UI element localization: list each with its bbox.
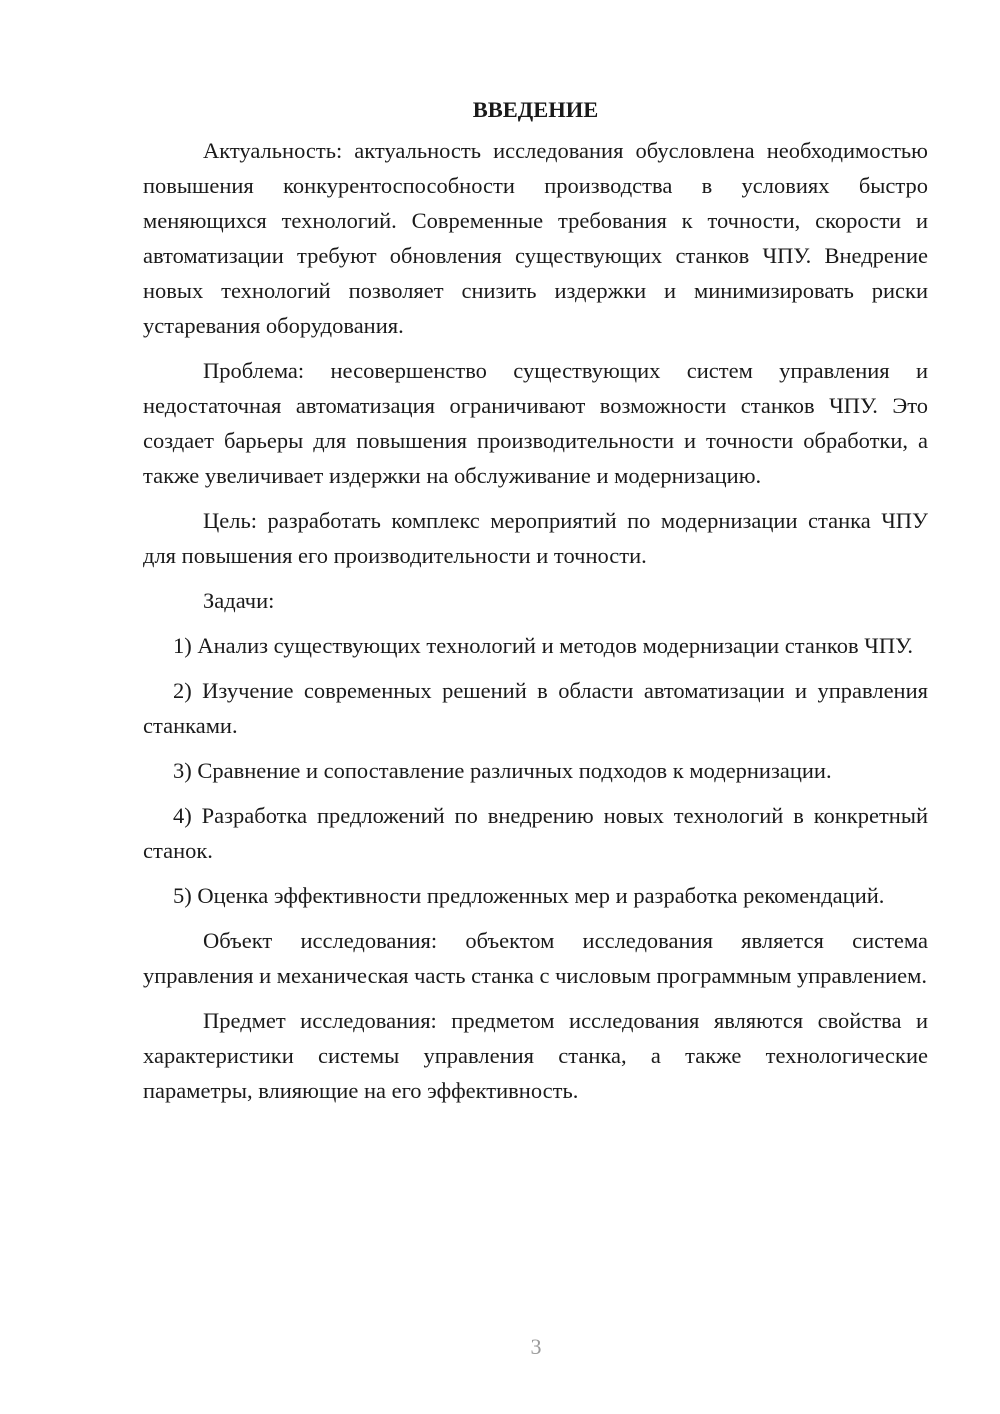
document-page — [143, 92, 928, 1118]
task-item-4: 4) Разработка предложений по внедрению новых технологий в конкретный станок. — [143, 803, 928, 863]
relevance-paragraph: Актуальность: актуальность исследования обусловлена необходимостью повышения конкурентоспособности производства в условиях быстро меняющихся технологий. Современные требования к точности, скорости и автоматизации требуют обновления существующих станков ЧПУ. Внедрение новых технологий позволяет снизить издержки и минимизировать риски устаревания оборудования. — [143, 138, 928, 338]
problem-paragraph: Проблема: несовершенство существующих систем управления и недостаточная автоматизация ограничивают возможности станков ЧПУ. Это создает барьеры для повышения производительности и точности обработки, а также увеличивает издержки на обслуживание и модернизацию. — [143, 358, 928, 488]
object-paragraph: Объект исследования: объектом исследования является система управления и механическая часть станка с числовым программным управлением. — [143, 928, 928, 988]
task-item-1: 1) Анализ существующих технологий и методов модернизации станков ЧПУ. — [173, 633, 913, 658]
section-heading: ВВЕДЕНИЕ — [472, 97, 599, 122]
task-item-5: 5) Оценка эффективности предложенных мер и разработка рекомендаций. — [173, 883, 885, 908]
task-item-3: 3) Сравнение и сопоставление различных подходов к модернизации. — [173, 758, 832, 783]
page-number: 3 — [530, 1334, 542, 1359]
task-item-2: 2) Изучение современных решений в области автоматизации и управления станками. — [143, 678, 928, 738]
goal-paragraph: Цель: разработать комплекс мероприятий по модернизации станка ЧПУ для повышения его производительности и точности. — [143, 508, 928, 568]
tasks-label: Задачи: — [203, 588, 275, 613]
subject-paragraph: Предмет исследования: предметом исследования являются свойства и характеристики системы управления станка, а также технологические параметры, влияющие на его эффективность. — [143, 1008, 928, 1103]
